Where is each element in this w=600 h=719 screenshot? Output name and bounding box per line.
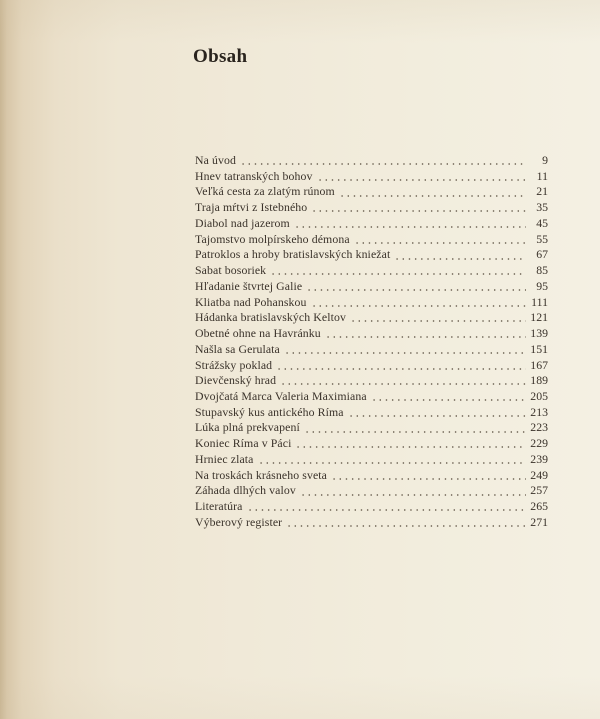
toc-leader-dots	[371, 389, 526, 405]
toc-entry	[195, 499, 548, 515]
toc-entry	[195, 263, 548, 279]
toc-entry-page: 35	[536, 200, 548, 215]
toc-entry-page: 55	[536, 231, 548, 246]
toc-entry	[195, 247, 548, 263]
toc-entry	[195, 452, 548, 468]
toc-entry	[195, 405, 548, 421]
toc-leader-dots	[300, 483, 526, 499]
toc-entry-page: 139	[530, 326, 548, 341]
toc-leader-dots	[280, 373, 526, 389]
toc-entry-title: Našla sa Gerulata	[195, 341, 280, 356]
toc-leader-dots	[311, 200, 526, 216]
toc-entry-title: Záhada dlhých valov	[195, 483, 296, 498]
toc-entry-title: Lúka plná prekvapení	[195, 420, 300, 435]
toc-entry-title: Sabat bosoriek	[195, 263, 267, 278]
toc-leader-dots	[240, 153, 526, 169]
toc-entry	[195, 342, 548, 358]
toc-entry-page: 271	[530, 514, 548, 529]
toc-leader-dots	[294, 216, 526, 232]
toc-entry-page: 21	[536, 184, 548, 199]
toc-entry	[195, 420, 548, 436]
toc-leader-dots	[295, 436, 526, 452]
toc-entry-title: Dievčenský hrad	[195, 373, 277, 388]
toc-leader-dots	[325, 326, 526, 342]
toc-entry-title: Dvojčatá Marca Valeria Maximiana	[195, 389, 367, 404]
toc-leader-dots	[286, 515, 526, 531]
toc-entry-page: 11	[536, 168, 548, 183]
toc-leader-dots	[304, 420, 526, 436]
toc-entry	[195, 436, 548, 452]
toc-leader-dots	[350, 310, 526, 326]
toc-entry	[195, 468, 548, 484]
toc-entry-title: Kliatba nad Pohanskou	[195, 294, 307, 309]
toc-entry-title: Hnev tatranských bohov	[195, 168, 313, 183]
toc-entry	[195, 373, 548, 389]
toc-leader-dots	[394, 247, 526, 263]
toc-entry-page: 121	[530, 310, 548, 325]
toc-entry-title: Hrniec zlata	[195, 451, 254, 466]
toc-entry-page: 229	[530, 436, 548, 451]
toc-entry-page: 111	[531, 294, 548, 309]
toc-entry-title: Tajomstvo molpírskeho démona	[195, 231, 350, 246]
toc-entry-page: 223	[530, 420, 548, 435]
toc-entry-page: 265	[530, 499, 548, 514]
toc-leader-dots	[276, 358, 526, 374]
toc-entry	[195, 295, 548, 311]
toc-leader-dots	[348, 405, 526, 421]
toc-entry-title: Hľadanie štvrtej Galie	[195, 278, 303, 293]
toc-leader-dots	[284, 342, 526, 358]
toc-leader-dots	[247, 499, 526, 515]
toc-entry	[195, 169, 548, 185]
toc-entry	[195, 184, 548, 200]
toc-entry	[195, 232, 548, 248]
toc-entry-page: 249	[530, 467, 548, 482]
toc-entry-title: Veľká cesta za zlatým rúnom	[195, 184, 335, 199]
toc-entry-title: Diabol nad jazerom	[195, 215, 290, 230]
toc-entry	[195, 515, 548, 531]
toc-leader-dots	[317, 169, 526, 185]
toc-entry-page: 67	[536, 247, 548, 262]
toc-entry	[195, 483, 548, 499]
toc-entry-page: 95	[536, 278, 548, 293]
toc-entry-page: 9	[542, 153, 548, 167]
page-title: Obsah	[193, 46, 248, 67]
toc-leader-dots	[270, 263, 526, 279]
toc-entry-title: Literatúra	[195, 499, 243, 514]
toc-entry-page: 189	[530, 373, 548, 388]
toc-leader-dots	[258, 452, 526, 468]
toc-leader-dots	[354, 232, 526, 248]
toc-entry-page: 45	[536, 215, 548, 230]
toc-entry-title: Výberový register	[195, 514, 283, 529]
toc-entry-page: 167	[530, 357, 548, 372]
toc-entry-title: Obetné ohne na Havránku	[195, 326, 321, 341]
toc-entry-title: Strážsky poklad	[195, 357, 273, 372]
toc-entry	[195, 310, 548, 326]
toc-leader-dots	[331, 468, 526, 484]
toc-entry	[195, 326, 548, 342]
toc-entry	[195, 153, 548, 169]
toc-leader-dots	[339, 184, 526, 200]
toc-entry-title: Patroklos a hroby bratislavských kniežat	[195, 247, 391, 262]
toc-entry-title: Na úvod	[195, 153, 236, 167]
toc-entry	[195, 216, 548, 232]
toc-entry-page: 205	[530, 389, 548, 404]
toc-entry-page: 257	[530, 483, 548, 498]
toc-entry	[195, 358, 548, 374]
toc-entry-page: 213	[530, 404, 548, 419]
toc-entry	[195, 389, 548, 405]
toc-entry-title: Stupavský kus antického Ríma	[195, 404, 344, 419]
toc-entry-title: Na troskách krásneho sveta	[195, 467, 327, 482]
toc-entry	[195, 279, 548, 295]
toc-leader-dots	[306, 279, 526, 295]
toc-entry-title: Traja mŕtvi z Istebného	[195, 200, 308, 215]
toc-leader-dots	[311, 295, 526, 311]
toc-entry-title: Hádanka bratislavských Keltov	[195, 310, 346, 325]
toc-entry-page: 151	[530, 341, 548, 356]
toc-entry-page: 239	[530, 451, 548, 466]
table-of-contents	[195, 153, 548, 531]
toc-entry-page: 85	[536, 263, 548, 278]
toc-entry	[195, 200, 548, 216]
toc-entry-title: Koniec Ríma v Páci	[195, 436, 292, 451]
